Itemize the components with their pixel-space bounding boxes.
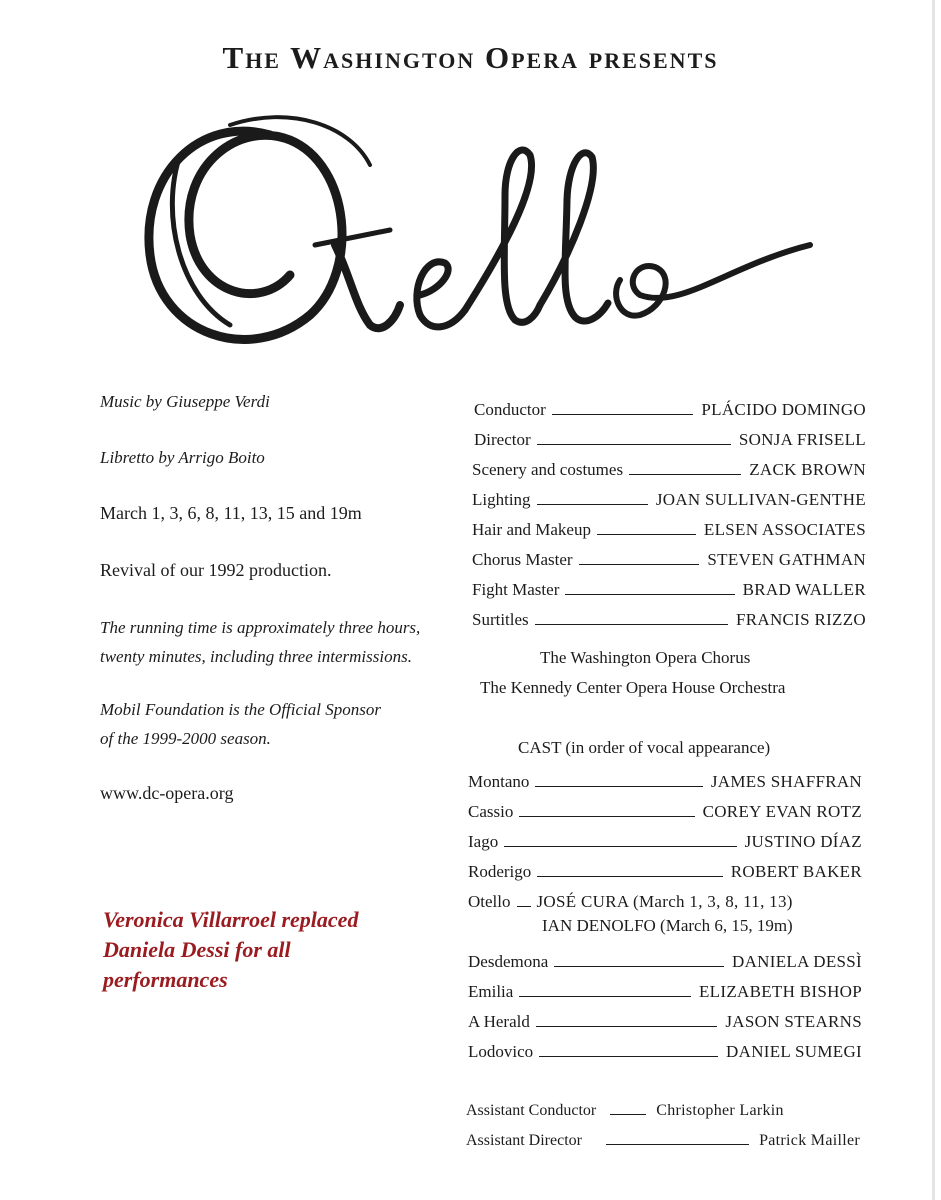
singer-name: JASON STEARNS [725,1012,862,1031]
singer-name: JUSTINO DÍAZ [744,832,862,851]
chorus-credit: The Washington Opera Chorus [540,648,751,667]
leader-line [552,414,694,415]
singer-name: JOSÉ CURA (March 1, 3, 8, 11, 13) [536,892,793,911]
title-word-opera: Opera [485,40,589,75]
role-label: Otello [468,892,511,911]
cast-row [468,1004,862,1032]
page-title [0,40,941,76]
cast-row [468,974,862,1002]
website: www.dc-opera.org [100,783,234,803]
leader-line [610,1114,646,1115]
credit-label: Hair and Makeup [472,520,591,539]
role-label: Roderigo [468,862,532,881]
singer-name: JAMES SHAFFRAN [710,772,862,791]
cast-row [468,1034,862,1062]
leader-line [535,624,728,625]
music-credit: Music by Giuseppe Verdi [100,392,270,411]
leader-line [537,876,723,877]
leader-line [537,504,648,505]
cast-row [468,884,862,912]
page-edge [932,0,935,1200]
credit-label: Fight Master [472,580,560,599]
credit-value: BRAD WALLER [742,580,866,599]
credit-label: Chorus Master [472,550,573,569]
sponsor-line-2: of the 1999-2000 season. [100,729,271,748]
cast-heading: CAST (in order of vocal appearance) [518,738,771,757]
cast-row [468,764,862,792]
credit-row [474,422,866,450]
leader-line [536,1026,718,1027]
credit-row [474,392,866,420]
credit-row [472,482,866,510]
leader-line [504,846,736,847]
cast-row [468,794,862,822]
leader-line [629,474,741,475]
cast-row [468,824,862,852]
leader-line [537,444,731,445]
credit-row [472,602,866,630]
leader-line [565,594,734,595]
replacement-note-line-1: Veronica Villarroel replaced [103,907,359,932]
credit-label: Director [474,430,531,449]
leader-line [539,1056,718,1057]
replacement-note-line-3: performances [103,967,228,992]
role-label: Emilia [468,982,514,1001]
leader-line [579,564,700,565]
credit-label: Surtitles [472,610,529,629]
singer-name: ROBERT BAKER [730,862,862,881]
leader-line [597,534,696,535]
assistant-row [466,1122,860,1150]
libretto-credit: Libretto by Arrigo Boito [100,448,265,467]
credit-value: SONJA FRISELL [738,430,866,449]
cast-row [468,854,862,882]
running-time-line-2: twenty minutes, including three intermissions. [100,647,412,666]
leader-line [535,786,703,787]
credit-value: FRANCIS RIZZO [736,610,866,629]
orchestra-credit: The Kennedy Center Opera House Orchestra [480,678,786,697]
singer-name: DANIEL SUMEGI [726,1042,862,1061]
sponsor-note [100,695,381,753]
assistant-label: Assistant Director [466,1132,582,1149]
assistant-label: Assistant Conductor [466,1102,597,1119]
title-word-the: The [222,40,291,75]
assistant-name: Patrick Mailler [759,1132,860,1149]
role-label: Desdemona [468,952,549,971]
credit-row [472,452,866,480]
credit-value: JOAN SULLIVAN-GENTHE [655,490,866,509]
running-time-line-1: The running time is approximately three hours, [100,618,421,637]
role-label: A Herald [468,1012,530,1031]
credit-value: ELSEN ASSOCIATES [703,520,866,539]
role-label: Cassio [468,802,514,821]
singer-name: COREY EVAN ROTZ [702,802,862,821]
assistant-name: Christopher Larkin [656,1102,784,1119]
credit-label: Conductor [474,400,546,419]
sponsor-line-1: Mobil Foundation is the Official Sponsor [100,700,381,719]
credit-row [472,572,866,600]
credit-value: PLÁCIDO DOMINGO [701,400,866,419]
assistant-row [466,1092,860,1120]
title-word-presents: presents [588,40,719,75]
replacement-note [103,905,423,995]
role-label: Lodovico [468,1042,534,1061]
cast-row [468,944,862,972]
leader-line [517,906,531,907]
singer-name: DANIELA DESSÌ [732,952,862,971]
running-time [100,613,420,671]
alternate-singer: IAN DENOLFO (March 6, 15, 19m) [542,916,793,935]
credit-value: STEVEN GATHMAN [707,550,866,569]
title-word-washington: Washington [290,40,485,75]
role-label: Iago [468,832,499,851]
credit-value: ZACK BROWN [749,460,866,479]
leader-line [519,996,691,997]
credit-row [472,542,866,570]
leader-line [606,1144,749,1145]
revival-note: Revival of our 1992 production. [100,560,332,580]
credit-row [472,512,866,540]
credit-label: Scenery and costumes [472,460,624,479]
replacement-note-line-2: Daniela Dessi for all [103,937,291,962]
role-label: Montano [468,772,530,791]
performance-dates: March 1, 3, 6, 8, 11, 13, 15 and 19m [100,503,362,523]
leader-line [519,816,694,817]
otello-script-logo [120,95,820,385]
leader-line [554,966,724,967]
credit-label: Lighting [472,490,531,509]
singer-name: ELIZABETH BISHOP [699,982,862,1001]
